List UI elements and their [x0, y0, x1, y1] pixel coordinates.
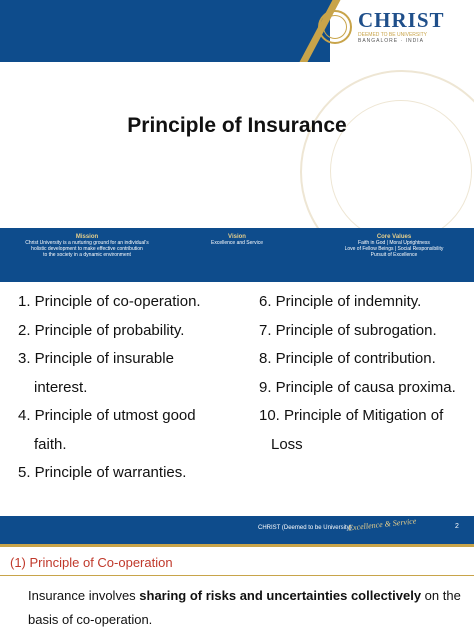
core-values-line: Love of Fellow Beings | Social Responsibility	[344, 246, 444, 252]
list-item: 2. Principle of probability.	[18, 321, 185, 339]
core-values-block	[330, 234, 458, 258]
mission-line: holistic development to make effective contribution	[31, 246, 143, 252]
list-item: 6. Principle of indemnity.	[259, 293, 422, 310]
page-number: 2	[455, 523, 459, 530]
bullet-text	[28, 584, 468, 632]
vision-line: Excellence and Service	[211, 240, 263, 246]
mission-line: to the society in a dynamic environment	[43, 252, 131, 258]
list-item: 1. Principle of co-operation.	[18, 293, 201, 310]
list-item: 3. Principle of insurable	[18, 350, 174, 367]
footer-text: CHRIST (Deemed to be University)	[258, 525, 352, 531]
list-item: 8. Principle of contribution.	[259, 350, 436, 367]
mission-line: Christ University is a nurturing ground for an individual's	[25, 240, 149, 246]
logo-subtitle: DEEMED TO BE UNIVERSITY	[358, 32, 427, 38]
list-item-continuation: Loss	[271, 435, 303, 453]
section-heading: (1) Principle of Co-operation	[10, 555, 173, 570]
footer-motto: Excellence & Service	[347, 516, 417, 533]
principles-left-list	[18, 288, 201, 488]
heading-divider	[0, 575, 474, 576]
slide-2	[0, 547, 474, 632]
mission-block	[12, 234, 162, 258]
list-item-continuation: faith.	[34, 435, 67, 453]
principles-right-list	[259, 288, 456, 459]
seal-icon	[318, 10, 352, 44]
list-item: 9. Principle of causa proxima.	[259, 378, 456, 396]
list-item: 10. Principle of Mitigation of	[259, 407, 444, 424]
logo-brand: CHRIST	[358, 8, 445, 32]
slide-footer	[0, 516, 474, 544]
bullet-text-end: on the basis of co-operation.	[28, 588, 461, 627]
mission-vision-band	[0, 228, 474, 282]
list-item: 7. Principle of subrogation.	[259, 321, 437, 339]
list-item-continuation: interest.	[34, 378, 88, 396]
vision-block	[190, 234, 284, 246]
core-values-heading: Core Values	[376, 234, 412, 240]
bullet-text-start: Insurance involves	[28, 588, 140, 603]
logo-city: BANGALORE · INDIA	[358, 38, 424, 44]
vision-heading: Vision	[228, 234, 246, 240]
list-item: 4. Principle of utmost good	[18, 407, 196, 424]
slide-1	[0, 0, 474, 290]
core-values-line: Pursuit of Excellence	[370, 252, 418, 258]
mission-heading: Mission	[75, 234, 99, 240]
core-values-line: Faith in God | Moral Uprightness	[358, 240, 430, 246]
bullet-text-emphasis: sharing of risks and uncertainties collectively	[139, 588, 422, 603]
slide-title: Principle of Insurance	[127, 114, 347, 137]
university-logo	[318, 10, 445, 44]
header-bar	[0, 0, 330, 62]
list-item: 5. Principle of warranties.	[18, 464, 187, 481]
principles-list-area	[0, 282, 474, 516]
